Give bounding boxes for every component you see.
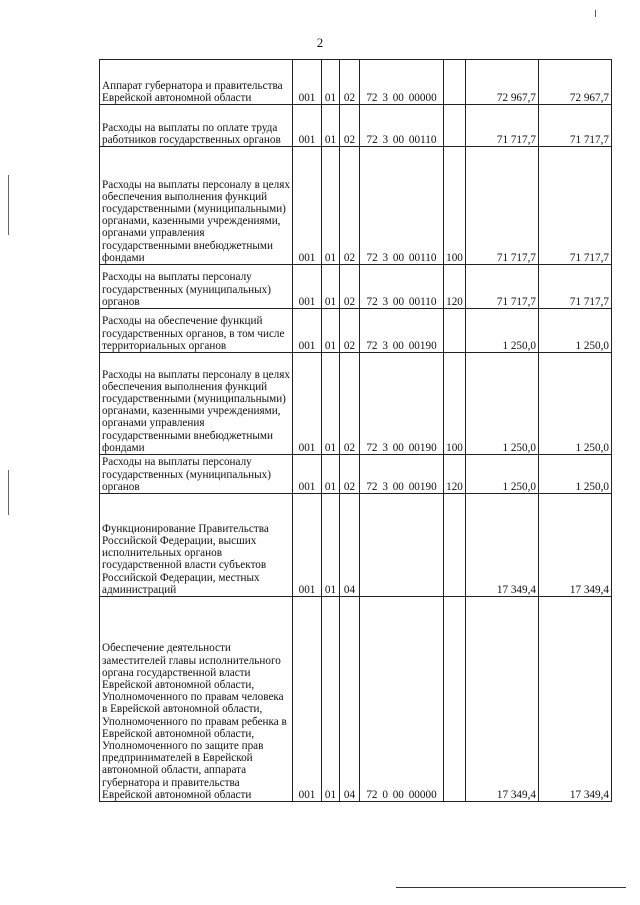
page-number: 2: [316, 35, 324, 50]
table-row: [100, 494, 612, 597]
section-code: 01: [322, 494, 340, 597]
table-row: [100, 265, 612, 309]
table-row: [100, 455, 612, 494]
admin-code: 001: [293, 60, 322, 105]
subsection-code: 02: [340, 105, 360, 147]
row-name: Расходы на выплаты персоналу государственных (муниципальных) органов: [100, 455, 293, 494]
section-code: 01: [322, 147, 340, 265]
table-row: [100, 353, 612, 455]
target-code: 72 3 00 00110: [360, 147, 444, 265]
footer-line: [396, 887, 626, 888]
row-name: Расходы на выплаты персоналу государственных (муниципальных) органов: [100, 265, 293, 309]
admin-code: 001: [293, 105, 322, 147]
expense-type-code: 100: [444, 147, 466, 265]
admin-code: 001: [293, 455, 322, 494]
table-row: [100, 60, 612, 105]
value-year-2: 17 349,4: [539, 494, 612, 597]
row-name: Расходы на обеспечение функций государственных органов, в том числе территориальных органов: [100, 309, 293, 353]
section-code: 01: [322, 309, 340, 353]
value-year-1: 1 250,0: [466, 353, 539, 455]
value-year-1: 72 967,7: [466, 60, 539, 105]
value-year-2: 1 250,0: [539, 353, 612, 455]
subsection-code: 04: [340, 494, 360, 597]
row-name: Обеспечение деятельности заместителей главы исполнительного органа государственной власти Еврейской автономной области, Уполномоченного по правам человека в Еврейской автономной области, Уполномоченного по правам ребенка в Еврейской автономной области, Уполномоченного по защите прав предпринимателей в Еврейской автономной области, аппарата губернатора и правительства Еврейской автономной области: [100, 597, 293, 802]
value-year-1: 1 250,0: [466, 309, 539, 353]
expense-type-code: [444, 597, 466, 802]
section-code: 01: [322, 265, 340, 309]
scan-margin-mark: [8, 470, 9, 515]
value-year-1: 17 349,4: [466, 494, 539, 597]
subsection-code: 02: [340, 309, 360, 353]
section-code: 01: [322, 597, 340, 802]
value-year-2: 72 967,7: [539, 60, 612, 105]
section-code: 01: [322, 455, 340, 494]
section-code: 01: [322, 60, 340, 105]
expense-type-code: [444, 494, 466, 597]
value-year-2: 71 717,7: [539, 147, 612, 265]
row-name: Аппарат губернатора и правительства Еврейской автономной области: [100, 60, 293, 105]
admin-code: 001: [293, 597, 322, 802]
subsection-code: 02: [340, 353, 360, 455]
admin-code: 001: [293, 309, 322, 353]
subsection-code: 02: [340, 455, 360, 494]
value-year-1: 71 717,7: [466, 147, 539, 265]
target-code: 72 3 00 00000: [360, 60, 444, 105]
table-row: [100, 105, 612, 147]
expense-type-code: 120: [444, 265, 466, 309]
value-year-1: 17 349,4: [466, 597, 539, 802]
table-row: [100, 147, 612, 265]
row-name: Расходы на выплаты персоналу в целях обеспечения выполнения функций государственными (муниципальными) органами, казенными учреждениями, органами управления государственными внебюджетными фондами: [100, 147, 293, 265]
value-year-2: 1 250,0: [539, 455, 612, 494]
value-year-2: 71 717,7: [539, 265, 612, 309]
target-code: 72 3 00 00190: [360, 353, 444, 455]
budget-table: [99, 59, 612, 802]
target-code: 72 3 00 00190: [360, 455, 444, 494]
admin-code: 001: [293, 265, 322, 309]
admin-code: 001: [293, 147, 322, 265]
value-year-1: 71 717,7: [466, 105, 539, 147]
admin-code: 001: [293, 353, 322, 455]
value-year-1: 71 717,7: [466, 265, 539, 309]
subsection-code: 02: [340, 265, 360, 309]
row-name: Расходы на выплаты персоналу в целях обеспечения выполнения функций государственными (муниципальными) органами, казенными учреждениями, органами управления государственными внебюджетными фондами: [100, 353, 293, 455]
corner-mark: [595, 10, 596, 17]
subsection-code: 04: [340, 597, 360, 802]
row-name: Расходы на выплаты по оплате труда работников государственных органов: [100, 105, 293, 147]
section-code: 01: [322, 353, 340, 455]
admin-code: 001: [293, 494, 322, 597]
expense-type-code: 100: [444, 353, 466, 455]
expense-type-code: [444, 60, 466, 105]
target-code: 72 3 00 00110: [360, 105, 444, 147]
section-code: 01: [322, 105, 340, 147]
target-code: 72 3 00 00110: [360, 265, 444, 309]
target-code: 72 3 00 00190: [360, 309, 444, 353]
value-year-2: 1 250,0: [539, 309, 612, 353]
subsection-code: 02: [340, 147, 360, 265]
value-year-2: 71 717,7: [539, 105, 612, 147]
scan-margin-mark: [8, 175, 9, 235]
row-name: Функционирование Правительства Российской Федерации, высших исполнительных органов государственной власти субъектов Российской Федерации, местных администраций: [100, 494, 293, 597]
table-row: [100, 597, 612, 802]
target-code: 72 0 00 00000: [360, 597, 444, 802]
value-year-1: 1 250,0: [466, 455, 539, 494]
target-code: [360, 494, 444, 597]
value-year-2: 17 349,4: [539, 597, 612, 802]
expense-type-code: [444, 309, 466, 353]
table-row: [100, 309, 612, 353]
subsection-code: 02: [340, 60, 360, 105]
expense-type-code: 120: [444, 455, 466, 494]
expense-type-code: [444, 105, 466, 147]
